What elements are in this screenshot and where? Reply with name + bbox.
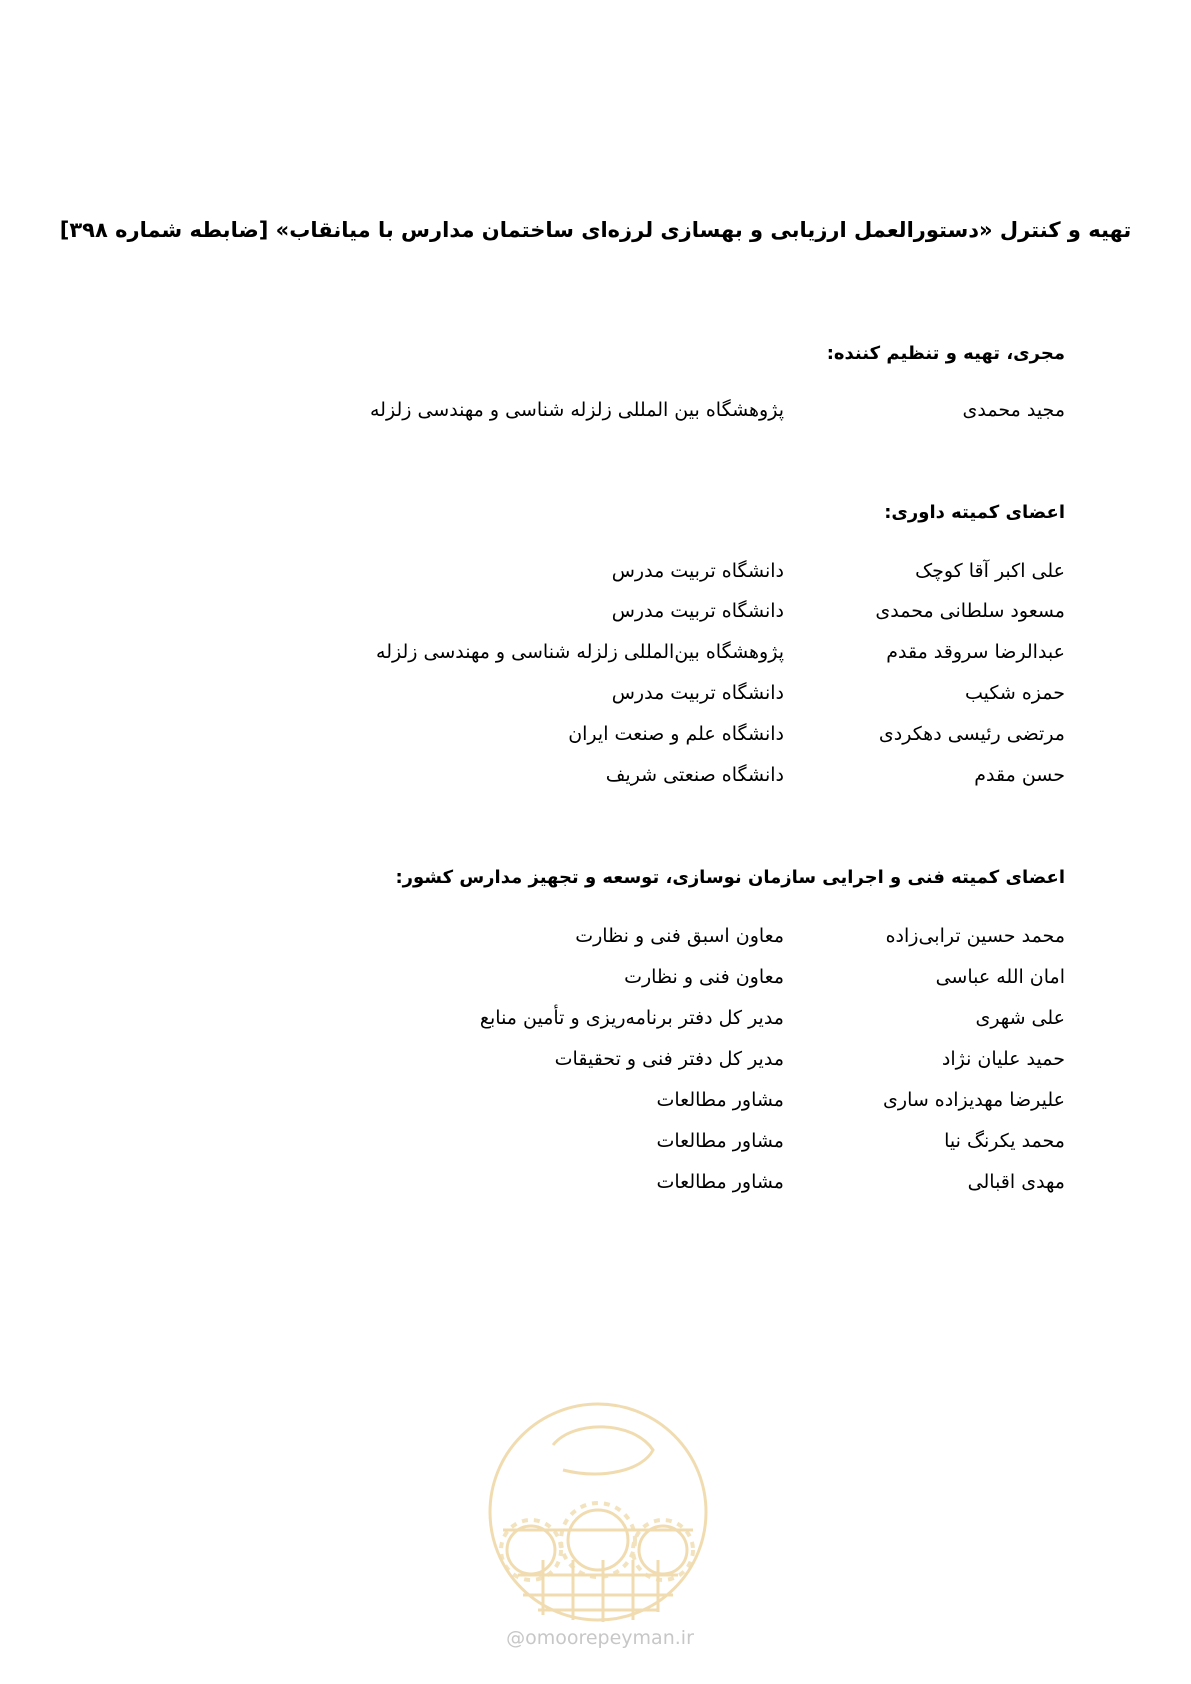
member-affiliation: مشاور مطالعات (656, 1130, 784, 1152)
member-affiliation: دانشگاه تربیت مدرس (611, 560, 784, 582)
member-name: عبدالرضا سروقد مقدم (886, 641, 1065, 663)
member-name: مهدی اقبالی (967, 1171, 1065, 1193)
review-member-row (265, 560, 1065, 590)
technical-member-row (265, 925, 1065, 955)
technical-member-row (265, 966, 1065, 996)
review-member-row (265, 641, 1065, 671)
member-name: علی شهری (975, 1007, 1065, 1029)
member-affiliation: معاون فنی و نظارت (624, 966, 784, 988)
member-name: مرتضی رئیسی دهکردی (878, 723, 1065, 745)
member-affiliation: پژوهشگاه بین المللی زلزله شناسی و مهندسی زلزله (369, 399, 784, 421)
technical-committee-heading: اعضای کمیته فنی و اجرایی سازمان نوسازی، توسعه و تجهیز مدارس کشور: (395, 867, 1065, 888)
technical-member-row (265, 1048, 1065, 1078)
member-name: علی اکبر آقا کوچک (915, 560, 1065, 582)
member-affiliation: دانشگاه تربیت مدرس (611, 682, 784, 704)
document-title: تهیه و کنترل «دستورالعمل ارزیابی و بهسازی لرزه‌ای ساختمان مدارس با میانقاب» [ضابطه شماره ۳۹۸] (59, 218, 1132, 242)
member-name: حمزه شکیب (964, 682, 1065, 704)
member-name: حمید علیان نژاد (941, 1048, 1065, 1070)
member-affiliation: مدیر کل دفتر برنامه‌ریزی و تأمین منابع (479, 1007, 784, 1029)
member-name: محمد حسین ترابی‌زاده (885, 925, 1065, 947)
member-name: مسعود سلطانی محمدی (875, 600, 1065, 622)
member-affiliation: مدیر کل دفتر فنی و تحقیقات (554, 1048, 784, 1070)
watermark-website: @omoorepeyman.ir (506, 1627, 694, 1649)
member-name: حسن مقدم (974, 764, 1065, 786)
member-affiliation: پژوهشگاه بین‌المللی زلزله شناسی و مهندسی زلزله (376, 641, 784, 663)
review-member-row (265, 723, 1065, 753)
member-affiliation: معاون اسبق فنی و نظارت (575, 925, 784, 947)
member-name: علیرضا مهدیزاده ساری (883, 1089, 1065, 1111)
member-name: محمد یکرنگ نیا (944, 1130, 1065, 1152)
technical-member-row (265, 1007, 1065, 1037)
member-affiliation: دانشگاه علم و صنعت ایران (568, 723, 784, 745)
executor-heading: مجری، تهیه و تنظیم کننده: (826, 343, 1065, 364)
review-member-row (265, 600, 1065, 630)
review-committee-heading: اعضای کمیته داوری: (884, 502, 1065, 523)
member-affiliation: مشاور مطالعات (656, 1171, 784, 1193)
review-member-row (265, 682, 1065, 712)
member-name: امان الله عباسی (935, 966, 1065, 988)
review-member-row (265, 764, 1065, 794)
executor-row (265, 399, 1065, 429)
member-affiliation: مشاور مطالعات (656, 1089, 784, 1111)
technical-member-row (265, 1089, 1065, 1119)
watermark-logo (483, 1400, 713, 1625)
member-affiliation: دانشگاه صنعتی شریف (605, 764, 784, 786)
technical-member-row (265, 1130, 1065, 1160)
technical-member-row (265, 1171, 1065, 1201)
member-affiliation: دانشگاه تربیت مدرس (611, 600, 784, 622)
member-name: مجید محمدی (962, 399, 1065, 421)
